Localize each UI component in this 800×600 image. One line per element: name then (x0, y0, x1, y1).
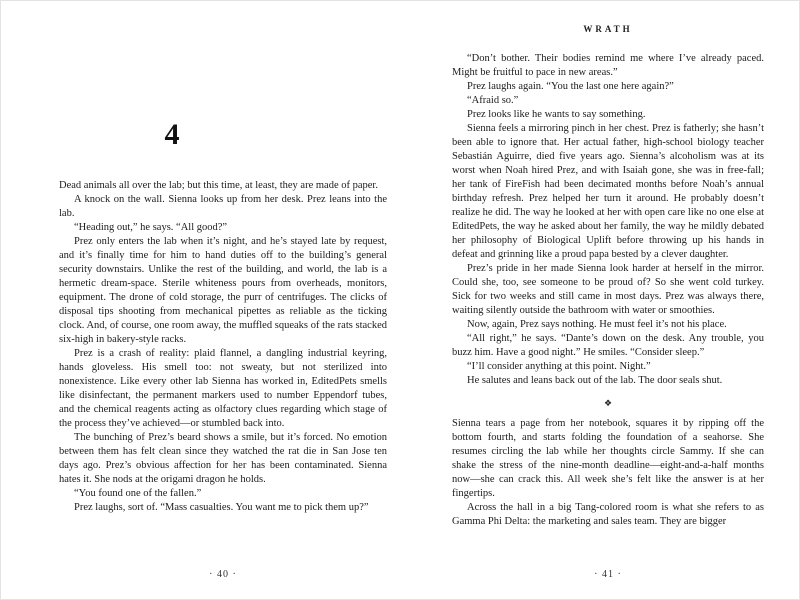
paragraph: Prez’s pride in her made Sienna look harder at herself in the mirror. Could she, too, see someone to be proud of? So she went cold turkey. Sick for two weeks and still came in most days. Prez was always there, waiting silently outside the bathroom with water or smoothies. (452, 263, 764, 316)
paragraph: Across the hall in a big Tang-colored room is what she refers to as Gamma Phi Delta: the marketing and sales team. They are bigger (452, 502, 764, 527)
paragraph: He salutes and leans back out of the lab. The door seals shut. (467, 375, 723, 386)
paragraph: Prez laughs, sort of. “Mass casualties. You want me to pick them up?” (74, 502, 369, 513)
section-break-ornament: ❖ (603, 398, 613, 408)
paragraph: The bunching of Prez’s beard shows a smile, but it’s forced. No emotion between them has felt clean since they watched the rat die in San Jose ten days ago. Prez’s obvious affection for her has been contaminated. Sienna hates it. She nods at the origami dragon he holds. (59, 432, 387, 485)
right-page-body-top (452, 0, 764, 388)
paragraph: “All right,” he says. “Dante’s down on the desk. Any trouble, you buzz him. Have a good night.” He smiles. “Consider sleep.” (452, 333, 764, 358)
paragraph: “You found one of the fallen.” (74, 488, 202, 499)
chapter-number: 4 (164, 118, 180, 151)
paragraph: Prez looks like he wants to say something. (467, 109, 646, 120)
paragraph: Sienna feels a mirroring pinch in her chest. Prez is fatherly; she hasn’t been able to ignore that. Her actual father, high-school biology teacher Sebastián Aguirre, died five years ago. Sienna’s alcoholism was at its worst when Noah hired Prez, and with Isaiah gone, she was in free-fall; her tank of FireFish had been decimated months before Noah’s annual birthday refresh. Prez helped her turn it around. He probably doesn’t realize he did. The way he looked at her with open care like no one else at EditedPets, the way he asked about her family, the way he mildly debated her philosophy of Biological Uplift before throwing up his hands in defeat and grinning like a proud papa bested by a clever daughter. (452, 123, 764, 260)
paragraph: “Don’t bother. Their bodies remind me where I’ve already paced. Might be fruitful to pace in new areas.” (452, 53, 764, 78)
right-page-number: · 41 · (594, 569, 622, 580)
paragraph: Dead animals all over the lab; but this time, at least, they are made of paper. (59, 180, 378, 191)
paragraph: Prez laughs again. “You the last one here again?” (467, 81, 674, 92)
paragraph: Sienna tears a page from her notebook, squares it by ripping off the bottom fourth, and starts folding the foundation of a seahorse. She resumes circling the lab while her thoughts circle Sammy. If she can shake the stress of the nine-month deadline—eight-and-a-half months now—she can crack this. All week she’s felt like the answer is at her fingertips. (452, 418, 764, 499)
paragraph: “Afraid so.” (467, 95, 519, 106)
paragraph: “Heading out,” he says. “All good?” (74, 222, 228, 233)
paragraph: A knock on the wall. Sienna looks up from her desk. Prez leans into the lab. (59, 194, 387, 219)
left-page-number: · 40 · (209, 569, 237, 580)
paragraph: Prez is a crash of reality: plaid flannel, a dangling industrial keyring, hands gloveless. His smell too: not sweaty, but not sterilized into nonexistence. Like every other lab Sienna has worked in, EditedPets smells like disinfectant, the permanent markers used to number Eppendorf tubes, and the chemical reagents acting as olfactory clues regarding which stage of the process they’ve achieved—or stumbled back into. (59, 348, 387, 429)
running-head: WRATH (583, 24, 633, 34)
left-page-body (59, 179, 387, 515)
paragraph: Prez only enters the lab when it’s night, and he’s stayed late by request, and it’s finally time for him to hand duties off to the building’s general security downstairs. Unlike the rest of the building, and world, the lab is a hermetic dream-space. Sterile whiteness pours from overheads, monitors, equipment. The drone of cold storage, the purr of centrifuges. The clicks of disposal tips shooting from mechanical pipettes as reliable as the ticking clock. And, of course, one room away, the muffled squeaks of the rats stacked six-high in bakery-style racks. (59, 236, 387, 345)
left-page (59, 0, 387, 600)
paragraph: “I’ll consider anything at this point. Night.” (467, 361, 651, 372)
right-page (452, 0, 764, 600)
right-page-body-bottom (452, 417, 764, 529)
paragraph: Now, again, Prez says nothing. He must feel it’s not his place. (467, 319, 727, 330)
